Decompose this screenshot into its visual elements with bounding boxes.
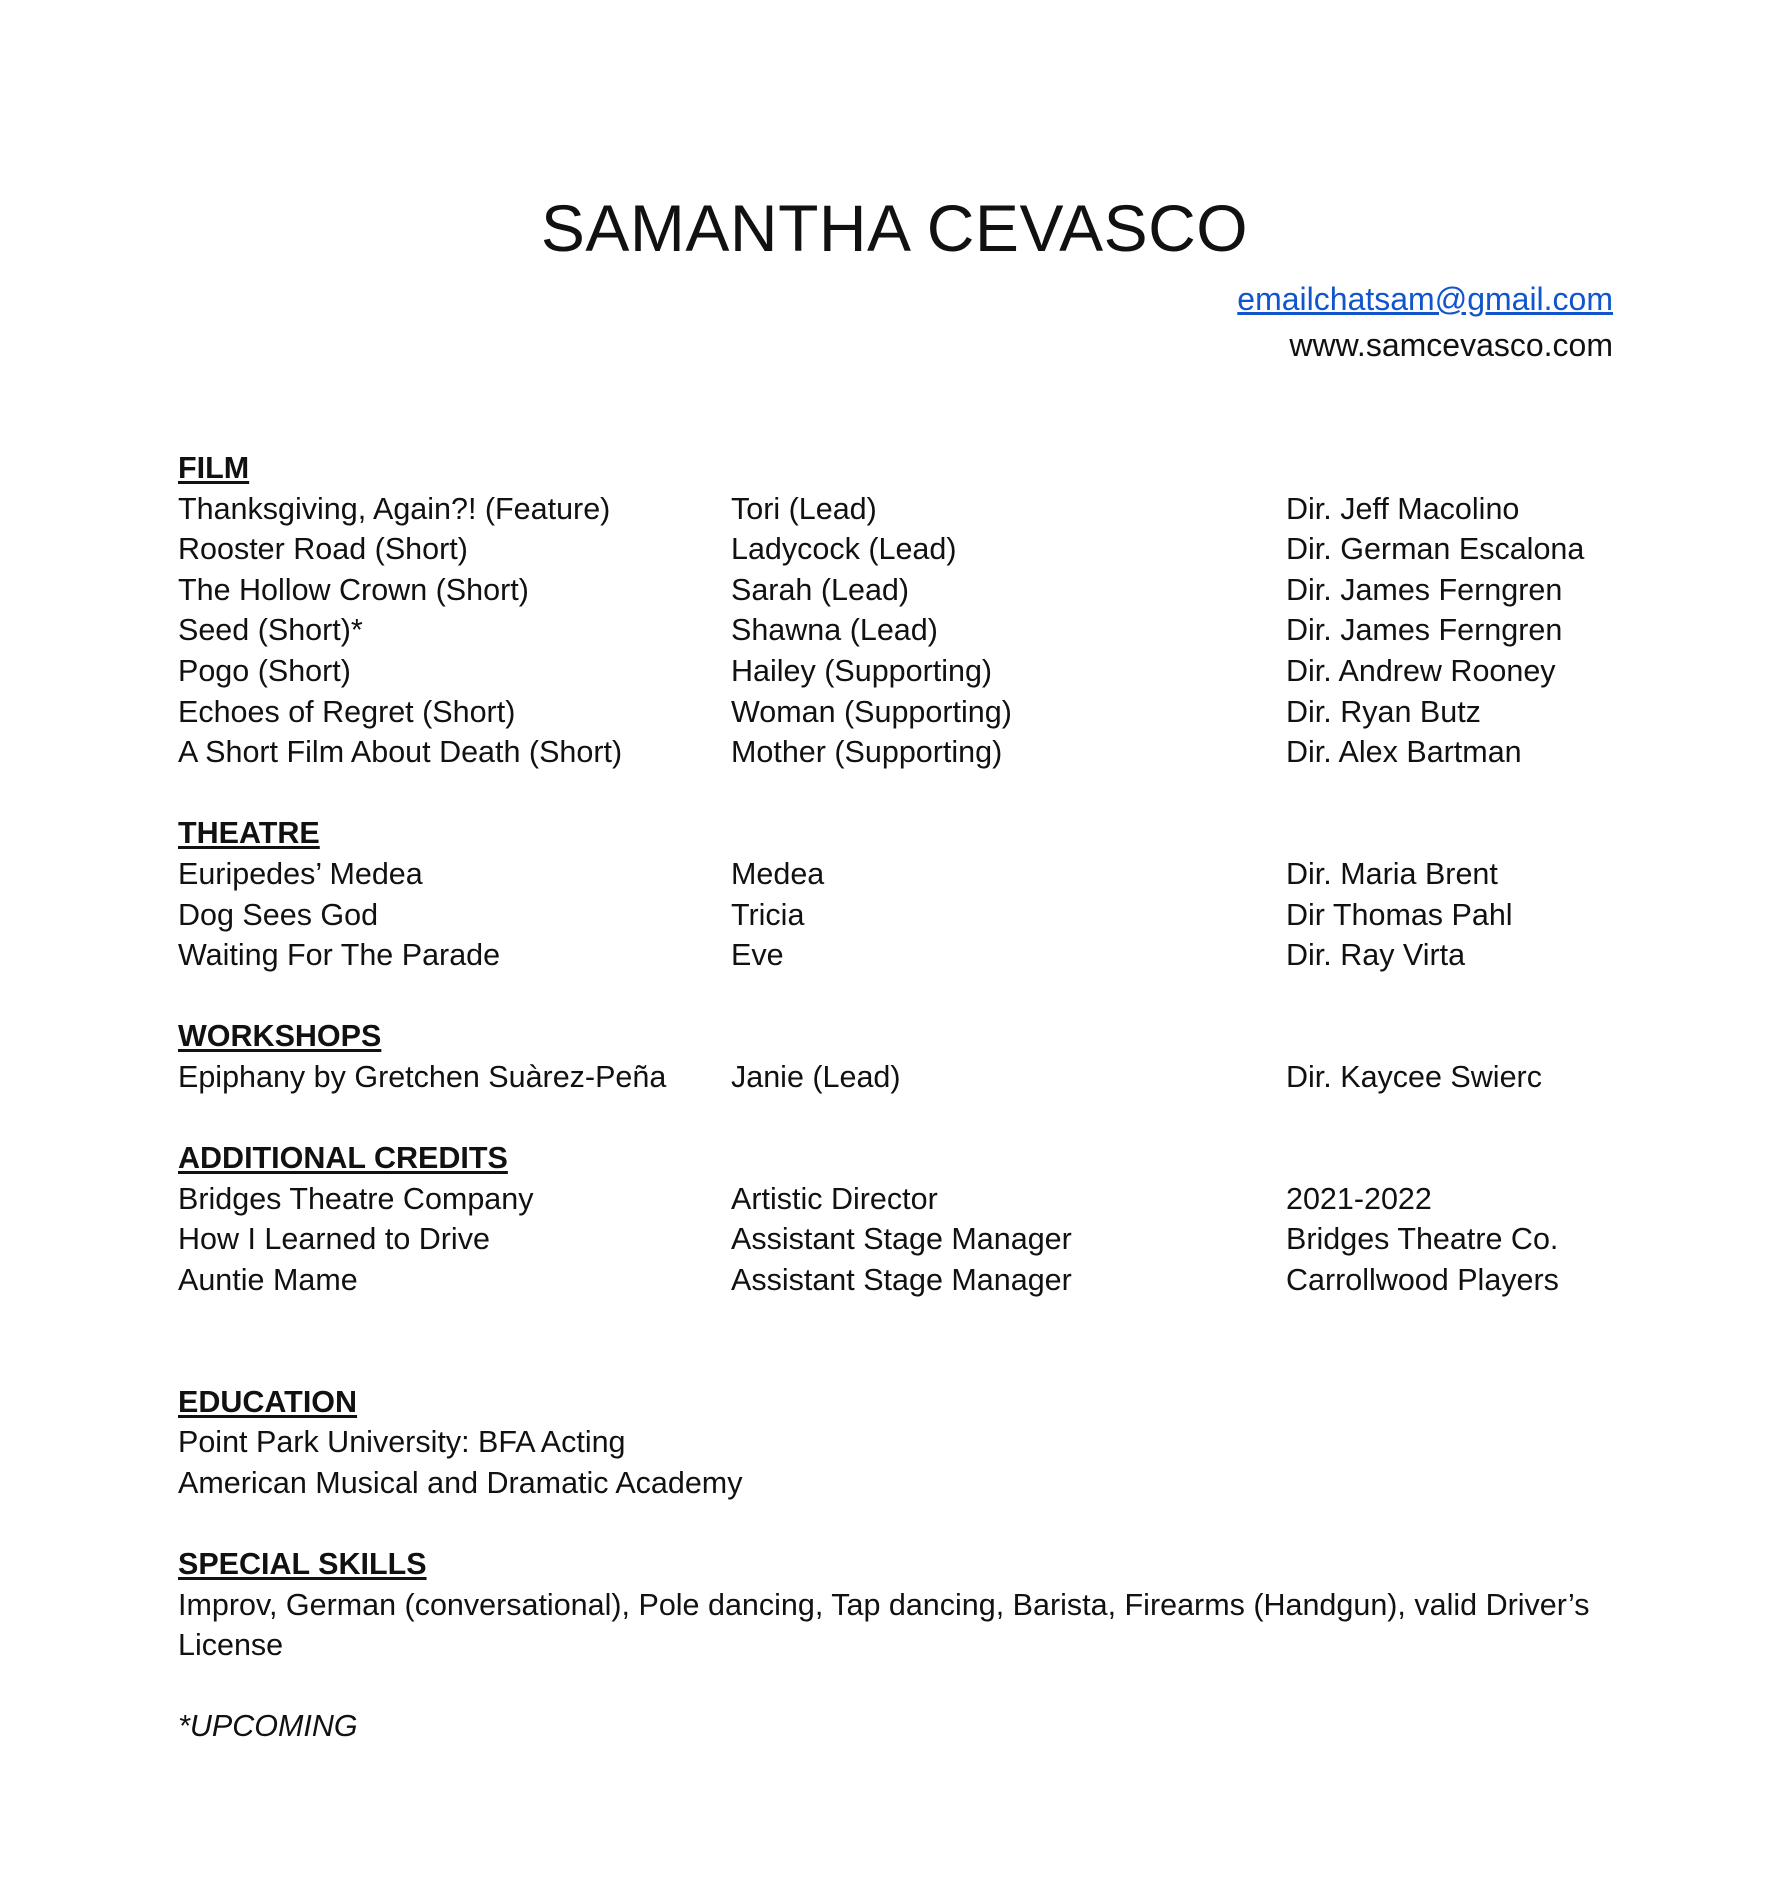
credit-director: Dir. James Ferngren	[1286, 572, 1563, 607]
credit-row	[178, 935, 1618, 976]
credit-director: Dir. Jeff Macolino	[1286, 491, 1520, 526]
credit-detail: Carrollwood Players	[1286, 1262, 1559, 1297]
credit-role: Tricia	[731, 897, 805, 932]
credit-title: A Short Film About Death (Short)	[178, 735, 623, 770]
credit-row	[178, 692, 1618, 733]
workshops-section	[178, 1016, 1618, 1097]
special-skills-text: Improv, German (conversational), Pole dancing, Tap dancing, Barista, Firearms (Handgun), valid Driver’s License	[178, 1587, 1590, 1663]
special-skills-section	[178, 1544, 1618, 1666]
education-line: American Musical and Dramatic Academy	[178, 1465, 743, 1500]
credit-row	[178, 489, 1618, 530]
credit-detail: Bridges Theatre Co.	[1286, 1222, 1559, 1257]
credit-title: Waiting For The Parade	[178, 938, 501, 973]
credit-director: Dir. Maria Brent	[1286, 856, 1498, 891]
credit-role: Ladycock (Lead)	[731, 532, 957, 567]
credit-row	[178, 1057, 1618, 1098]
additional-credits-section	[178, 1138, 1618, 1300]
credit-row	[178, 1179, 1618, 1220]
credit-title: Rooster Road (Short)	[178, 532, 468, 567]
credit-role: Sarah (Lead)	[731, 572, 910, 607]
education-line: Point Park University: BFA Acting	[178, 1425, 626, 1460]
credit-title: The Hollow Crown (Short)	[178, 572, 529, 607]
credit-title: Dog Sees God	[178, 897, 379, 932]
resume-content	[178, 448, 1618, 1747]
credit-title: How I Learned to Drive	[178, 1222, 490, 1257]
credit-role: Assistant Stage Manager	[731, 1262, 1072, 1297]
spacer	[178, 773, 1618, 814]
credit-title: Bridges Theatre Company	[178, 1181, 534, 1216]
credit-director: Dir. Ray Virta	[1286, 938, 1466, 973]
website-text: www.samcevasco.com	[1289, 327, 1613, 363]
credit-title: Seed (Short)*	[178, 613, 363, 648]
credit-title: Euripedes’ Medea	[178, 856, 423, 891]
additional-credits-heading: ADDITIONAL CREDITS	[178, 1141, 508, 1176]
credit-director: Dir. Kaycee Swierc	[1286, 1059, 1542, 1094]
spacer	[178, 1503, 1618, 1544]
credit-role: Hailey (Supporting)	[731, 653, 993, 688]
credit-row	[178, 610, 1618, 651]
credit-row	[178, 1260, 1618, 1301]
spacer	[178, 1300, 1618, 1381]
credit-role: Woman (Supporting)	[731, 694, 1012, 729]
credit-row	[178, 651, 1618, 692]
upcoming-footnote: *UPCOMING	[178, 1709, 358, 1744]
credit-director: Dir. Ryan Butz	[1286, 694, 1481, 729]
credit-detail: 2021-2022	[1286, 1181, 1432, 1216]
credit-role: Artistic Director	[731, 1181, 938, 1216]
email-link[interactable]: emailchatsam@gmail.com	[1237, 281, 1613, 317]
credit-row	[178, 570, 1618, 611]
credit-role: Medea	[731, 856, 825, 891]
credit-role: Assistant Stage Manager	[731, 1222, 1072, 1257]
contact-block	[1237, 276, 1613, 368]
credit-title: Pogo (Short)	[178, 653, 351, 688]
spacer	[178, 1666, 1618, 1707]
credit-director: Dir. Andrew Rooney	[1286, 653, 1556, 688]
credit-role: Mother (Supporting)	[731, 735, 1003, 770]
credit-director: Dir Thomas Pahl	[1286, 897, 1513, 932]
credit-row	[178, 1219, 1618, 1260]
education-section	[178, 1382, 1618, 1504]
credit-row	[178, 732, 1618, 773]
film-section	[178, 448, 1618, 773]
credit-row	[178, 529, 1618, 570]
credit-director: Dir. German Escalona	[1286, 532, 1585, 567]
workshops-heading: WORKSHOPS	[178, 1019, 382, 1054]
credit-title: Epiphany by Gretchen Suàrez-Peña	[178, 1059, 667, 1094]
special-skills-heading: SPECIAL SKILLS	[178, 1547, 427, 1582]
credit-title: Thanksgiving, Again?! (Feature)	[178, 491, 611, 526]
film-heading: FILM	[178, 451, 250, 485]
spacer	[178, 1098, 1618, 1139]
resume-name: SAMANTHA CEVASCO	[540, 191, 1249, 265]
credit-role: Tori (Lead)	[731, 491, 877, 526]
credit-row	[178, 854, 1618, 895]
credit-role: Janie (Lead)	[731, 1059, 901, 1094]
credit-title: Auntie Mame	[178, 1262, 358, 1297]
credit-director: Dir. James Ferngren	[1286, 613, 1563, 648]
theatre-heading: THEATRE	[178, 816, 320, 851]
credit-title: Echoes of Regret (Short)	[178, 694, 516, 729]
theatre-section	[178, 813, 1618, 975]
credit-role: Shawna (Lead)	[731, 613, 938, 648]
credit-role: Eve	[731, 938, 784, 973]
credit-director: Dir. Alex Bartman	[1286, 735, 1522, 770]
education-heading: EDUCATION	[178, 1384, 358, 1419]
credit-row	[178, 895, 1618, 936]
spacer	[178, 976, 1618, 1017]
